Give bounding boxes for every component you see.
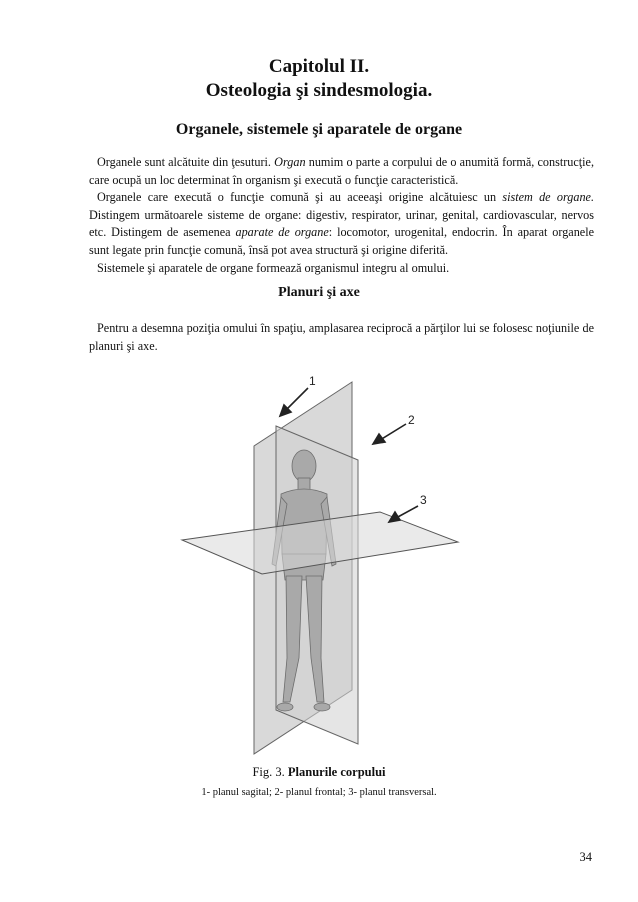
paragraph-systems: Organele care execută o funcţie comună şi au aceeaşi origine alcătuiesc un sistem de organe. Distingem următoarele sisteme de organe: digestiv, respirator, urinar, genital, cardiovascular, nervos etc. Distingem de asemenea aparate de organe: locomotor, urogenital, endocrin. În aparat organele sunt legate prin funcţie comună, însă pot avea structură şi origine diferită. — [89, 190, 594, 257]
organs-paragraphs — [89, 154, 594, 277]
paragraph-organ-definition: Organele sunt alcătuite din ţesuturi. Organ numim o parte a corpului de o anumită formă, construcţie, care ocupă un loc determinat în organism şi execută o funcţie caracteristică. — [89, 155, 594, 187]
body-planes-figure — [180, 358, 460, 758]
chapter-number: Capitolul II. — [268, 56, 370, 77]
figure-legend: 1- planul sagital; 2- planul frontal; 3- planul transversal. — [201, 787, 437, 798]
body-planes-illustration — [180, 358, 460, 758]
label-2: 2 — [408, 413, 415, 427]
figure-caption: Fig. 3. Planurile corpului — [252, 765, 386, 779]
paragraph-planes-intro: Pentru a desemna poziţia omului în spaţiu, amplasarea reciprocă a părţilor lui se folosesc noţiunile de planuri şi axe. — [89, 321, 594, 353]
page-number: 34 — [579, 850, 592, 864]
section-title-planes: Planuri şi axe — [278, 285, 360, 300]
planes-paragraphs — [89, 320, 594, 355]
section-title-organs: Organele, sistemele şi aparatele de organe — [175, 121, 463, 138]
chapter-title: Osteologia şi sindesmologia. — [205, 80, 433, 101]
transverse-plane — [182, 512, 458, 574]
paragraph-organism: Sistemele şi aparatele de organe formează organismul integru al omului. — [97, 260, 450, 275]
label-3: 3 — [420, 493, 427, 507]
label-1: 1 — [309, 374, 316, 388]
